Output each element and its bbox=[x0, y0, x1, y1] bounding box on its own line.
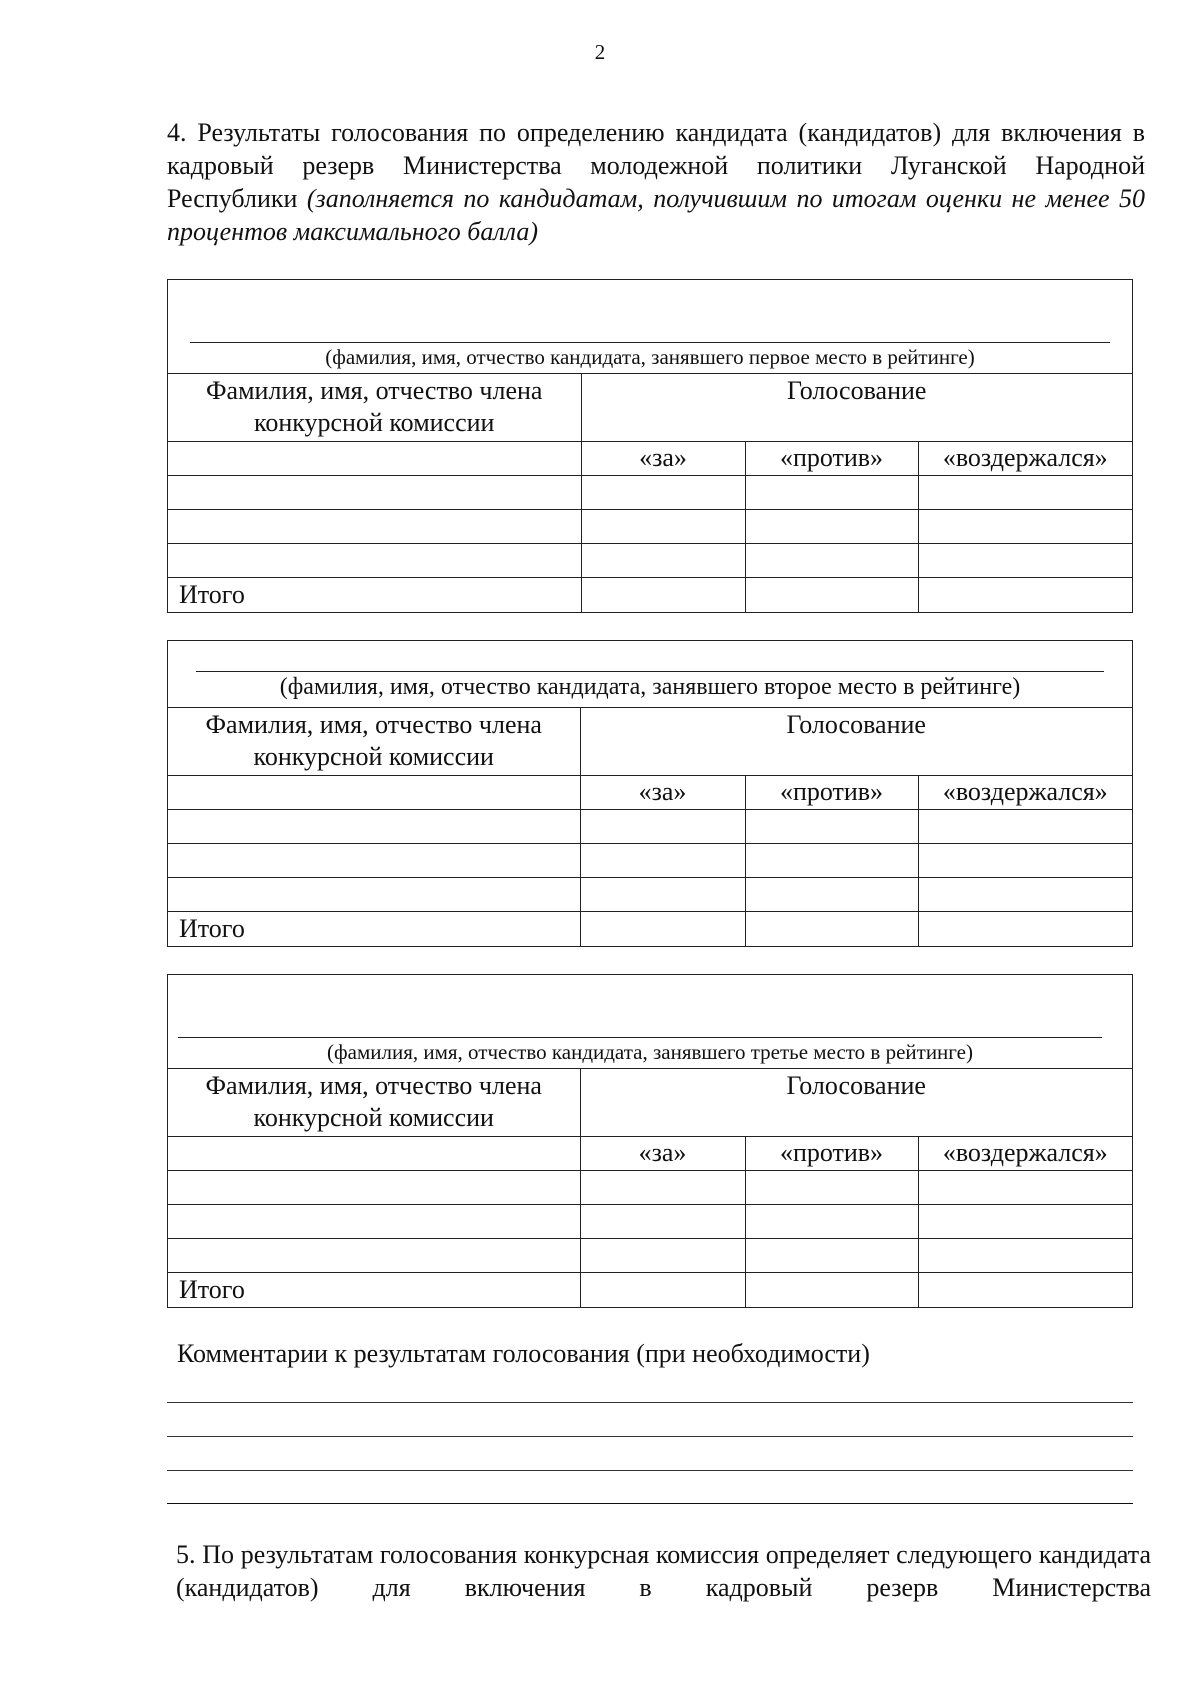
option-abstain: «воздержался» bbox=[918, 776, 1132, 810]
vote-against-cell[interactable] bbox=[745, 1205, 918, 1239]
comment-line[interactable] bbox=[167, 1503, 1133, 1504]
vote-abstain-cell[interactable] bbox=[918, 476, 1132, 510]
member-name-cell[interactable] bbox=[168, 810, 580, 844]
comment-line[interactable] bbox=[167, 1436, 1133, 1437]
vote-abstain-cell[interactable] bbox=[918, 810, 1132, 844]
option-abstain: «воздержался» bbox=[918, 442, 1132, 476]
candidate-caption: (фамилия, имя, отчество кандидата, занявшего третье место в рейтинге) bbox=[327, 1040, 973, 1064]
voting-table bbox=[168, 708, 1132, 946]
member-name-cell[interactable] bbox=[168, 1137, 580, 1171]
comment-line[interactable] bbox=[167, 1470, 1133, 1471]
vote-against-cell[interactable] bbox=[745, 1239, 918, 1273]
comments-label: Комментарии к результатам голосования (при необходимости) bbox=[177, 1339, 870, 1368]
vote-against-cell[interactable] bbox=[745, 1171, 918, 1205]
candidate-name-line bbox=[196, 671, 1104, 672]
candidate-name-line bbox=[190, 342, 1110, 343]
total-against-cell[interactable] bbox=[745, 1273, 918, 1308]
member-name-cell[interactable] bbox=[168, 776, 580, 810]
total-for-cell[interactable] bbox=[580, 912, 745, 947]
vote-for-cell[interactable] bbox=[581, 510, 745, 544]
comment-line[interactable] bbox=[167, 1402, 1133, 1403]
total-abstain-cell[interactable] bbox=[918, 578, 1132, 613]
member-name-cell[interactable] bbox=[168, 476, 581, 510]
option-against: «против» bbox=[745, 776, 918, 810]
voting-table-first-place bbox=[167, 279, 1133, 613]
option-against: «против» bbox=[745, 442, 918, 476]
section-4-text: 4. Результаты голосования по определению кандидата (кандидатов) для включения в кадровый резерв Министерства молодежной политики Луганской Народной Республики bbox=[167, 118, 1145, 213]
voting-header: Голосование bbox=[580, 708, 1132, 776]
vote-for-cell[interactable] bbox=[580, 810, 745, 844]
vote-for-cell[interactable] bbox=[580, 1205, 745, 1239]
member-name-cell[interactable] bbox=[168, 510, 581, 544]
vote-against-cell[interactable] bbox=[745, 510, 918, 544]
member-header: Фамилия, имя, отчество члена конкурсной комиссии bbox=[168, 708, 580, 776]
vote-for-cell[interactable] bbox=[580, 1171, 745, 1205]
candidate-caption: (фамилия, имя, отчество кандидата, занявшего второе место в рейтинге) bbox=[279, 674, 1021, 700]
voting-table bbox=[168, 1069, 1132, 1307]
vote-abstain-cell[interactable] bbox=[918, 844, 1132, 878]
vote-for-cell[interactable] bbox=[580, 878, 745, 912]
option-against: «против» bbox=[745, 1137, 918, 1171]
total-label: Итого bbox=[168, 912, 580, 947]
vote-for-cell[interactable] bbox=[581, 544, 745, 578]
total-abstain-cell[interactable] bbox=[918, 1273, 1132, 1308]
vote-against-cell[interactable] bbox=[745, 844, 918, 878]
total-against-cell[interactable] bbox=[745, 578, 918, 613]
option-for: «за» bbox=[580, 776, 745, 810]
vote-against-cell[interactable] bbox=[745, 810, 918, 844]
vote-abstain-cell[interactable] bbox=[918, 544, 1132, 578]
candidate-name-field[interactable] bbox=[168, 280, 1132, 374]
member-name-cell[interactable] bbox=[168, 442, 581, 476]
vote-against-cell[interactable] bbox=[745, 476, 918, 510]
member-header: Фамилия, имя, отчество члена конкурсной комиссии bbox=[168, 1069, 580, 1137]
member-name-cell[interactable] bbox=[168, 544, 581, 578]
vote-for-cell[interactable] bbox=[580, 1239, 745, 1273]
member-name-cell[interactable] bbox=[168, 1239, 580, 1273]
page-number: 2 bbox=[594, 40, 606, 64]
total-against-cell[interactable] bbox=[745, 912, 918, 947]
section-5-paragraph: 5. По результатам голосования конкурсная комиссия определяет следующего кандидата (кандидатов) для включения в кадровый резерв Министерства bbox=[176, 1540, 1151, 1602]
total-for-cell[interactable] bbox=[581, 578, 745, 613]
member-name-cell[interactable] bbox=[168, 878, 580, 912]
member-name-cell[interactable] bbox=[168, 844, 580, 878]
vote-abstain-cell[interactable] bbox=[918, 510, 1132, 544]
member-header: Фамилия, имя, отчество члена конкурсной комиссии bbox=[168, 374, 581, 442]
voting-table-second-place bbox=[167, 640, 1133, 947]
vote-for-cell[interactable] bbox=[581, 476, 745, 510]
vote-abstain-cell[interactable] bbox=[918, 1171, 1132, 1205]
voting-table bbox=[168, 374, 1132, 612]
total-label: Итого bbox=[168, 578, 581, 613]
section-4-note: (заполняется по кандидатам, получившим по итогам оценки не менее 50 процентов максимального балла) bbox=[167, 184, 1145, 246]
voting-header: Голосование bbox=[580, 1069, 1132, 1137]
total-label: Итого bbox=[168, 1273, 580, 1308]
option-for: «за» bbox=[580, 1137, 745, 1171]
candidate-name-line bbox=[178, 1037, 1102, 1038]
section-4-paragraph bbox=[167, 116, 1145, 248]
vote-abstain-cell[interactable] bbox=[918, 1239, 1132, 1273]
option-abstain: «воздержался» bbox=[918, 1137, 1132, 1171]
voting-header: Голосование bbox=[581, 374, 1132, 442]
total-for-cell[interactable] bbox=[580, 1273, 745, 1308]
vote-for-cell[interactable] bbox=[580, 844, 745, 878]
vote-against-cell[interactable] bbox=[745, 878, 918, 912]
voting-table-third-place bbox=[167, 974, 1133, 1308]
vote-abstain-cell[interactable] bbox=[918, 878, 1132, 912]
option-for: «за» bbox=[581, 442, 745, 476]
vote-against-cell[interactable] bbox=[745, 544, 918, 578]
member-name-cell[interactable] bbox=[168, 1171, 580, 1205]
member-name-cell[interactable] bbox=[168, 1205, 580, 1239]
candidate-name-field[interactable] bbox=[168, 975, 1132, 1069]
candidate-name-field[interactable] bbox=[168, 641, 1132, 708]
candidate-caption: (фамилия, имя, отчество кандидата, занявшего первое место в рейтинге) bbox=[325, 345, 975, 369]
vote-abstain-cell[interactable] bbox=[918, 1205, 1132, 1239]
total-abstain-cell[interactable] bbox=[918, 912, 1132, 947]
